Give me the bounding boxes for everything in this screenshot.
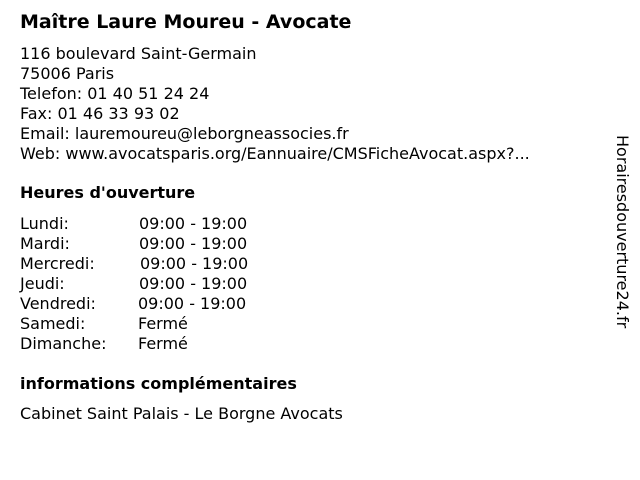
day-label: Vendredi: [20, 294, 96, 313]
time-value: Fermé [138, 334, 188, 353]
day-label: Samedi: [20, 314, 86, 333]
phone-number: Telefon: 01 40 51 24 24 [20, 84, 210, 103]
city-address: 75006 Paris [20, 64, 115, 83]
site-watermark: Horairesdouverture24.fr [613, 135, 632, 329]
email-address: Email: lauremoureu@leborgneassocies.fr [20, 124, 349, 143]
day-label: Mardi: [20, 234, 70, 253]
day-label: Dimanche: [20, 334, 107, 353]
time-value: 09:00 - 19:00 [138, 294, 247, 313]
website-link[interactable]: Web: www.avocatsparis.org/Eannuaire/CMSFicheAvocat.aspx?... [20, 144, 530, 163]
day-label: Mercredi: [20, 254, 95, 273]
fax-number: Fax: 01 46 33 93 02 [20, 104, 180, 123]
street-address: 116 boulevard Saint-Germain [20, 44, 257, 63]
time-value: 09:00 - 19:00 [139, 214, 248, 233]
contact-block [20, 44, 530, 164]
time-value: 09:00 - 19:00 [139, 234, 248, 253]
day-label: Lundi: [20, 214, 69, 233]
opening-hours-heading: Heures d'ouverture [20, 183, 196, 202]
day-label: Jeudi: [20, 274, 65, 293]
time-value: 09:00 - 19:00 [140, 254, 249, 273]
extra-info-text: Cabinet Saint Palais - Le Borgne Avocats [20, 404, 343, 423]
time-value: 09:00 - 19:00 [139, 274, 248, 293]
extra-info-heading: informations complémentaires [20, 374, 297, 393]
page-title: Maître Laure Moureu - Avocate [20, 11, 352, 33]
time-value: Fermé [138, 314, 188, 333]
